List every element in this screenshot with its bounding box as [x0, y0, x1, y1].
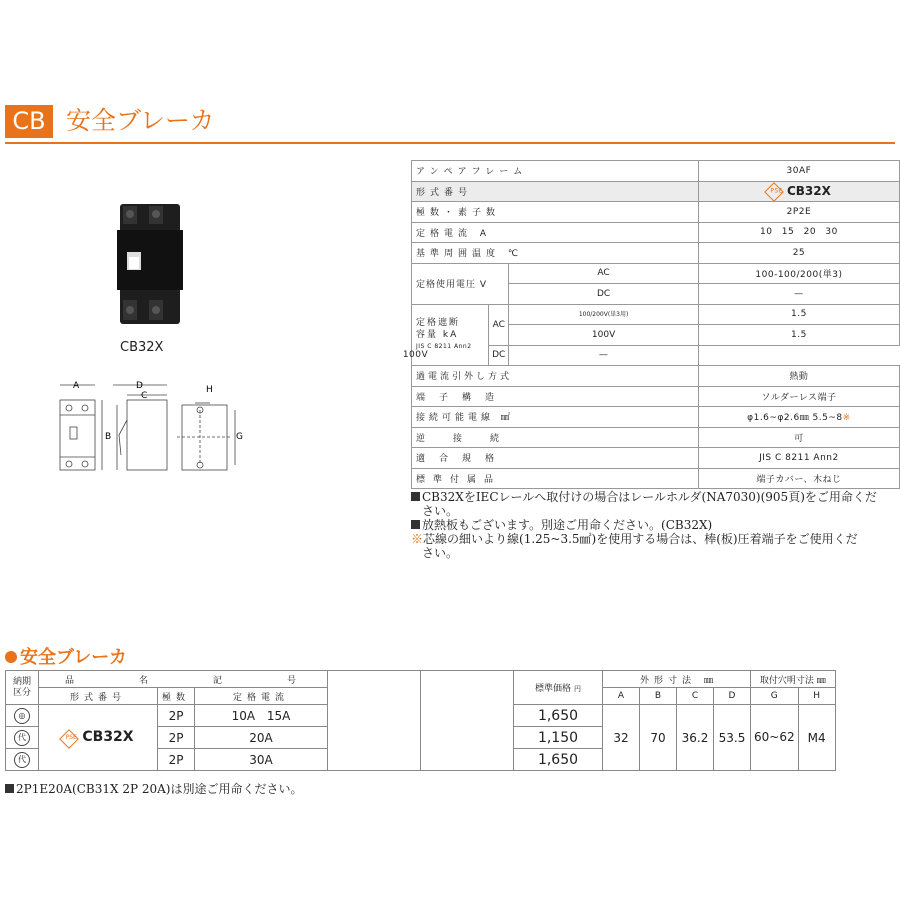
spec-label: 端子構造	[412, 386, 699, 407]
spec-value: 25	[698, 243, 899, 264]
header-model: 形式番号	[39, 688, 158, 705]
price-table	[5, 670, 836, 771]
blank-col	[328, 671, 421, 771]
dim-c-cell: 36.2	[677, 705, 714, 771]
section-title: 安全ブレーカ	[5, 643, 127, 669]
category-badge: CB	[5, 105, 53, 138]
spec-model-value: CB32X	[786, 183, 831, 198]
spec-model-cell	[698, 181, 899, 202]
substitute-mark-icon: 代	[14, 730, 30, 746]
poles-cell: 2P	[158, 749, 195, 771]
page-title: 安全ブレーカ	[66, 106, 215, 135]
header-dim-g: G	[751, 688, 799, 705]
note-1: CB32XをIECレールへ取付けの場合はレールホルダ(NA7030)(905頁)をご用命くだ	[411, 490, 898, 504]
header-dim-b: B	[640, 688, 677, 705]
header-mount: 取付穴明寸法 ㎜	[751, 671, 836, 688]
dimension-drawing	[55, 375, 245, 479]
header-dim-d: D	[714, 688, 751, 705]
dim-g-cell: 60~62	[751, 705, 799, 771]
stock-mark-icon: ◎	[14, 708, 30, 724]
spec-label: 標準付属品	[412, 468, 699, 489]
rated-cell: 20A	[195, 727, 328, 749]
header-dim-c: C	[677, 688, 714, 705]
poles-cell: 2P	[158, 705, 195, 727]
spec-value: 100V —	[509, 345, 699, 366]
dim-label-b: B	[105, 432, 112, 442]
spec-value: 2P2E	[698, 202, 899, 223]
spec-label: 基準周囲温度 ℃	[412, 243, 699, 264]
header-price: 標準価格 円	[514, 671, 603, 705]
spec-value: 端子カバー、木ねじ	[698, 468, 899, 489]
header-name-code: 品 名 記 号	[39, 671, 328, 688]
note-2: 放熱板もございます。別途ご用命ください。(CB32X)	[411, 518, 898, 532]
header-dims: 外形寸法 ㎜	[603, 671, 751, 688]
spec-sub-label: AC	[489, 304, 509, 345]
spec-value: 10 15 20 30	[698, 222, 899, 243]
spec-label: 適合規格	[412, 448, 699, 469]
spec-value: 熱動	[698, 366, 899, 387]
spec-sub-label: AC	[509, 263, 699, 284]
blank-col	[421, 671, 514, 771]
delivery-mark	[6, 727, 39, 749]
header-poles: 極数	[158, 688, 195, 705]
note-3-cont: さい。	[422, 546, 459, 560]
header-rated: 定格電流	[195, 688, 328, 705]
note-1-cont: さい。	[422, 504, 459, 518]
spec-breaking-label: 定格遮断 容量 kA JIS C 8211 Ann2	[412, 304, 489, 366]
dim-label-c: C	[141, 391, 148, 401]
spec-label: 過電流引外し方式	[412, 366, 699, 387]
spec-value: JIS C 8211 Ann2	[698, 448, 899, 469]
spec-label: 定格使用電圧 V	[412, 263, 509, 304]
spec-wire-cell: φ1.6~φ2.6㎜ 5.5~8※	[698, 407, 899, 428]
spec-sub-label: DC	[509, 284, 699, 305]
spec-value: 30AF	[698, 161, 899, 182]
dim-d-cell: 53.5	[714, 705, 751, 771]
spec-sub-label: 100V	[509, 325, 699, 346]
spec-label: 形式番号	[412, 181, 699, 202]
spec-label: アンペアフレーム	[412, 161, 699, 182]
footnote: 2P1E20A(CB31X 2P 20A)は別途ご用命ください。	[5, 782, 303, 796]
spec-value: 1.5	[698, 325, 899, 346]
bullet-icon	[5, 651, 17, 663]
spec-value: 1.5	[698, 304, 899, 325]
price-cell: 1,150	[514, 727, 603, 749]
dim-label-g: G	[236, 432, 243, 442]
note-3: ※芯線の細いより線(1.25~3.5㎟)を使用する場合は、棒(板)圧着端子をご使用くだ	[411, 532, 858, 546]
pse-mark-icon: PSE	[59, 729, 79, 749]
header-delivery: 納期 区分	[6, 671, 39, 705]
dim-label-a: A	[73, 381, 80, 391]
rated-cell: 10A 15A	[195, 705, 328, 727]
delivery-mark	[6, 749, 39, 771]
delivery-mark	[6, 705, 39, 727]
spec-value: 100-100/200(単3)	[698, 263, 899, 284]
header-dim-h: H	[798, 688, 835, 705]
notes-block	[411, 490, 898, 560]
product-label: CB32X	[120, 340, 164, 355]
price-cell: 1,650	[514, 749, 603, 771]
spec-value: 可	[698, 427, 899, 448]
pse-mark-icon: PSE	[764, 182, 784, 202]
product-image	[115, 200, 190, 334]
dim-a-cell: 32	[603, 705, 640, 771]
dim-h-cell: M4	[798, 705, 835, 771]
poles-cell: 2P	[158, 727, 195, 749]
spec-value: —	[698, 284, 899, 305]
spec-table	[402, 160, 900, 489]
model-cell: PSE CB32X	[39, 705, 158, 771]
substitute-mark-icon: 代	[14, 752, 30, 768]
header-divider	[5, 142, 895, 144]
spec-sub-label: 100/200V(単3用)	[509, 304, 699, 325]
spec-label: 逆接続	[412, 427, 699, 448]
rated-cell: 30A	[195, 749, 328, 771]
header-dim-a: A	[603, 688, 640, 705]
spec-label: 極数・素子数	[412, 202, 699, 223]
dim-b-cell: 70	[640, 705, 677, 771]
spec-label: 定格電流 A	[412, 222, 699, 243]
price-cell: 1,650	[514, 705, 603, 727]
spec-sub-label: DC	[489, 345, 509, 366]
spec-value: ソルダーレス端子	[698, 386, 899, 407]
dim-label-d: D	[136, 381, 143, 391]
spec-label: 接続可能電線 ㎟	[412, 407, 699, 428]
dim-label-h: H	[206, 385, 213, 395]
